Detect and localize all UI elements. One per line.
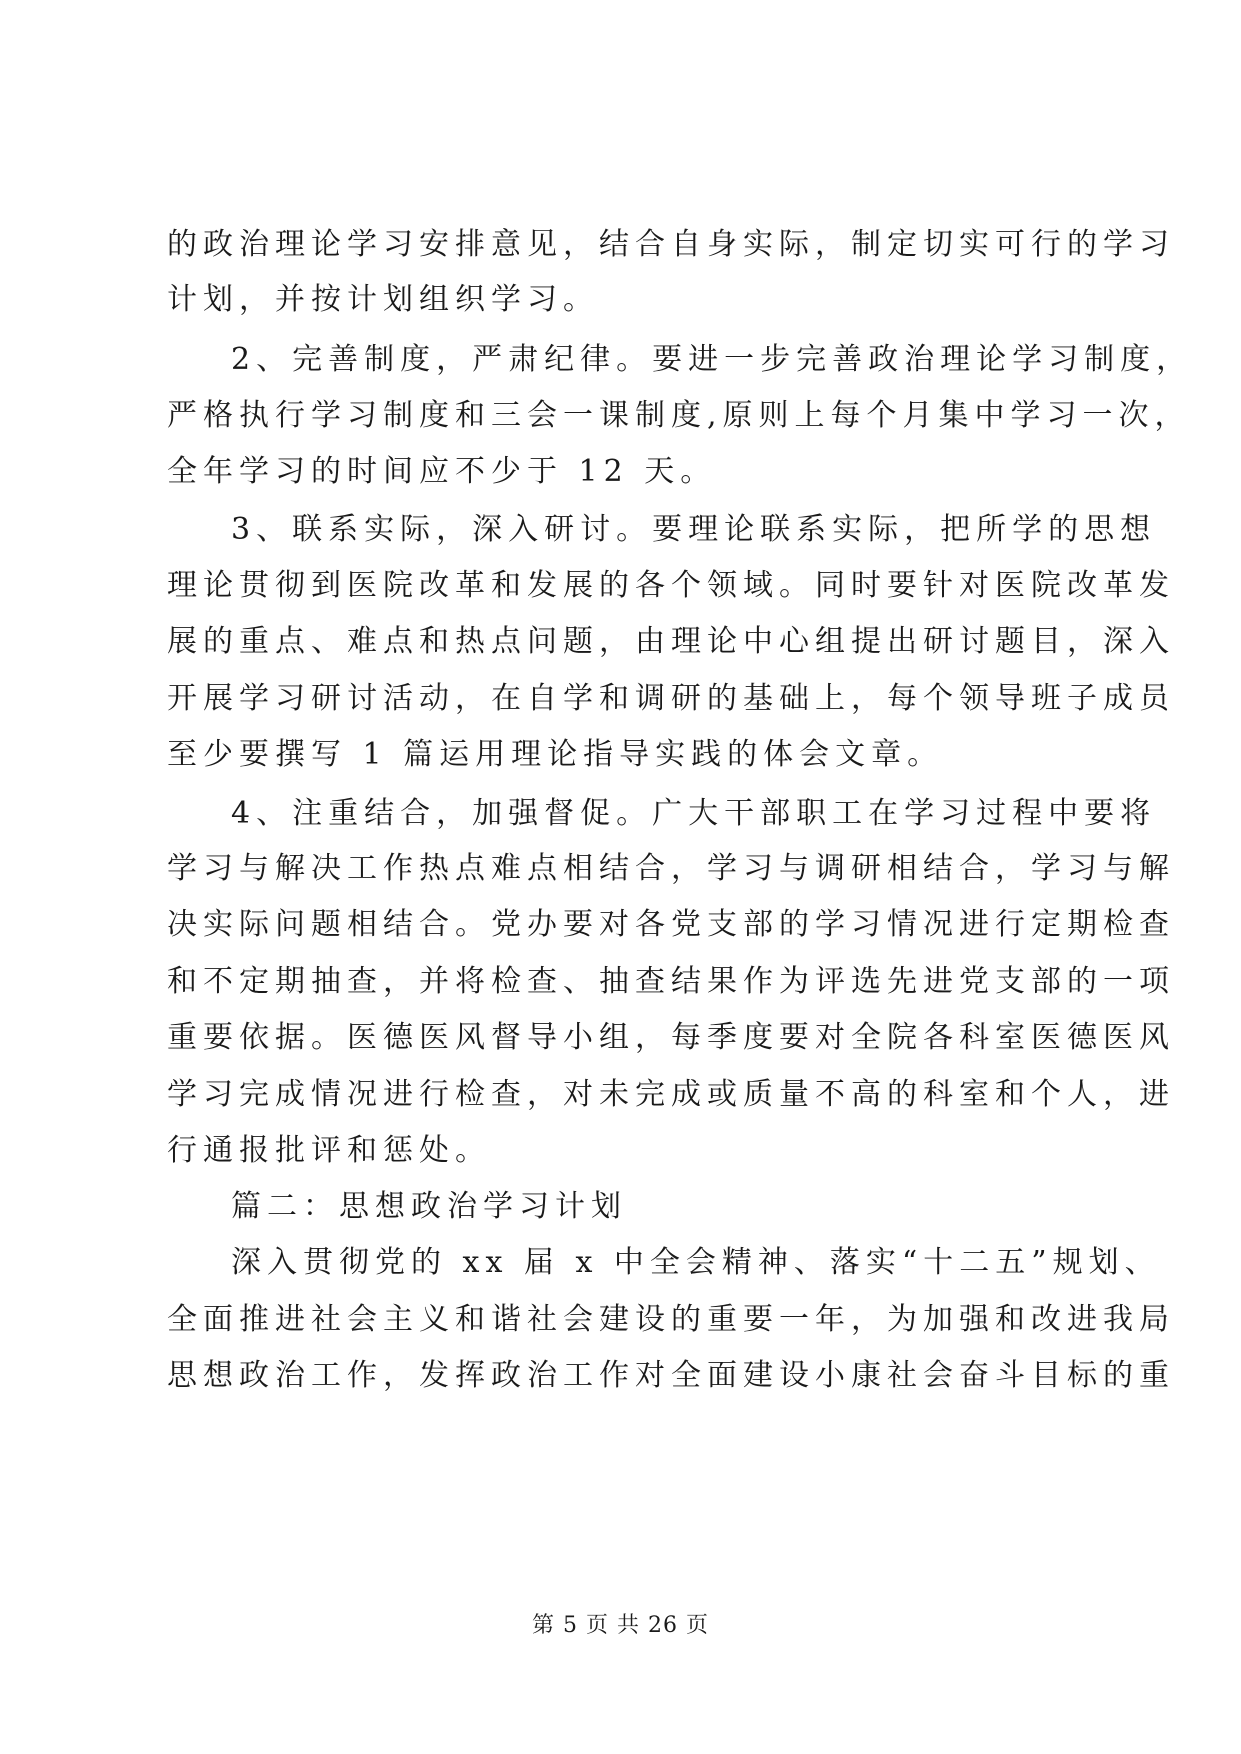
body-line: 决实际问题相结合。党办要对各党支部的学习情况进行定期检查 — [167, 907, 1175, 942]
body-line: 的政治理论学习安排意见，结合自身实际，制定切实可行的学习 — [167, 227, 1175, 262]
body-line: 思想政治工作，发挥政治工作对全面建设小康社会奋斗目标的重 — [167, 1358, 1175, 1393]
body-line: 开展学习研讨活动，在自学和调研的基础上，每个领导班子成员 — [167, 681, 1175, 716]
body-line: 展的重点、难点和热点问题，由理论中心组提出研讨题目，深入 — [167, 624, 1175, 659]
body-line: 行通报批评和惩处。 — [167, 1133, 491, 1168]
body-line: 2、完善制度，严肃纪律。要进一步完善政治理论学习制度， — [231, 342, 1193, 377]
body-line: 3、联系实际，深入研讨。要理论联系实际，把所学的思想 — [231, 512, 1157, 547]
body-line: 理论贯彻到医院改革和发展的各个领域。同时要针对医院改革发 — [167, 568, 1175, 603]
body-line: 学习完成情况进行检查，对未完成或质量不高的科室和个人，进 — [167, 1077, 1175, 1112]
body-line: 至少要撰写 1 篇运用理论指导实践的体会文章。 — [167, 737, 944, 772]
body-line: 全年学习的时间应不少于 12 天。 — [167, 454, 717, 489]
body-line: 计划，并按计划组织学习。 — [167, 282, 599, 317]
body-line: 全面推进社会主义和谐社会建设的重要一年，为加强和改进我局 — [167, 1302, 1175, 1337]
page-number-footer: 第 5 页 共 26 页 — [532, 1613, 709, 1638]
body-line: 和不定期抽查，并将检查、抽查结果作为评选先进党支部的一项 — [167, 964, 1175, 999]
body-line: 重要依据。医德医风督导小组，每季度要对全院各科室医德医风 — [167, 1020, 1175, 1055]
body-line: 严格执行学习制度和三会一课制度,原则上每个月集中学习一次， — [167, 398, 1191, 433]
body-line: 学习与解决工作热点难点相结合，学习与调研相结合，学习与解 — [167, 851, 1175, 886]
section-heading: 篇二：思想政治学习计划 — [231, 1189, 627, 1224]
body-line: 4、注重结合，加强督促。广大干部职工在学习过程中要将 — [231, 796, 1157, 831]
body-line: 深入贯彻党的 xx 届 x 中全会精神、落实“十二五”规划、 — [231, 1245, 1161, 1280]
